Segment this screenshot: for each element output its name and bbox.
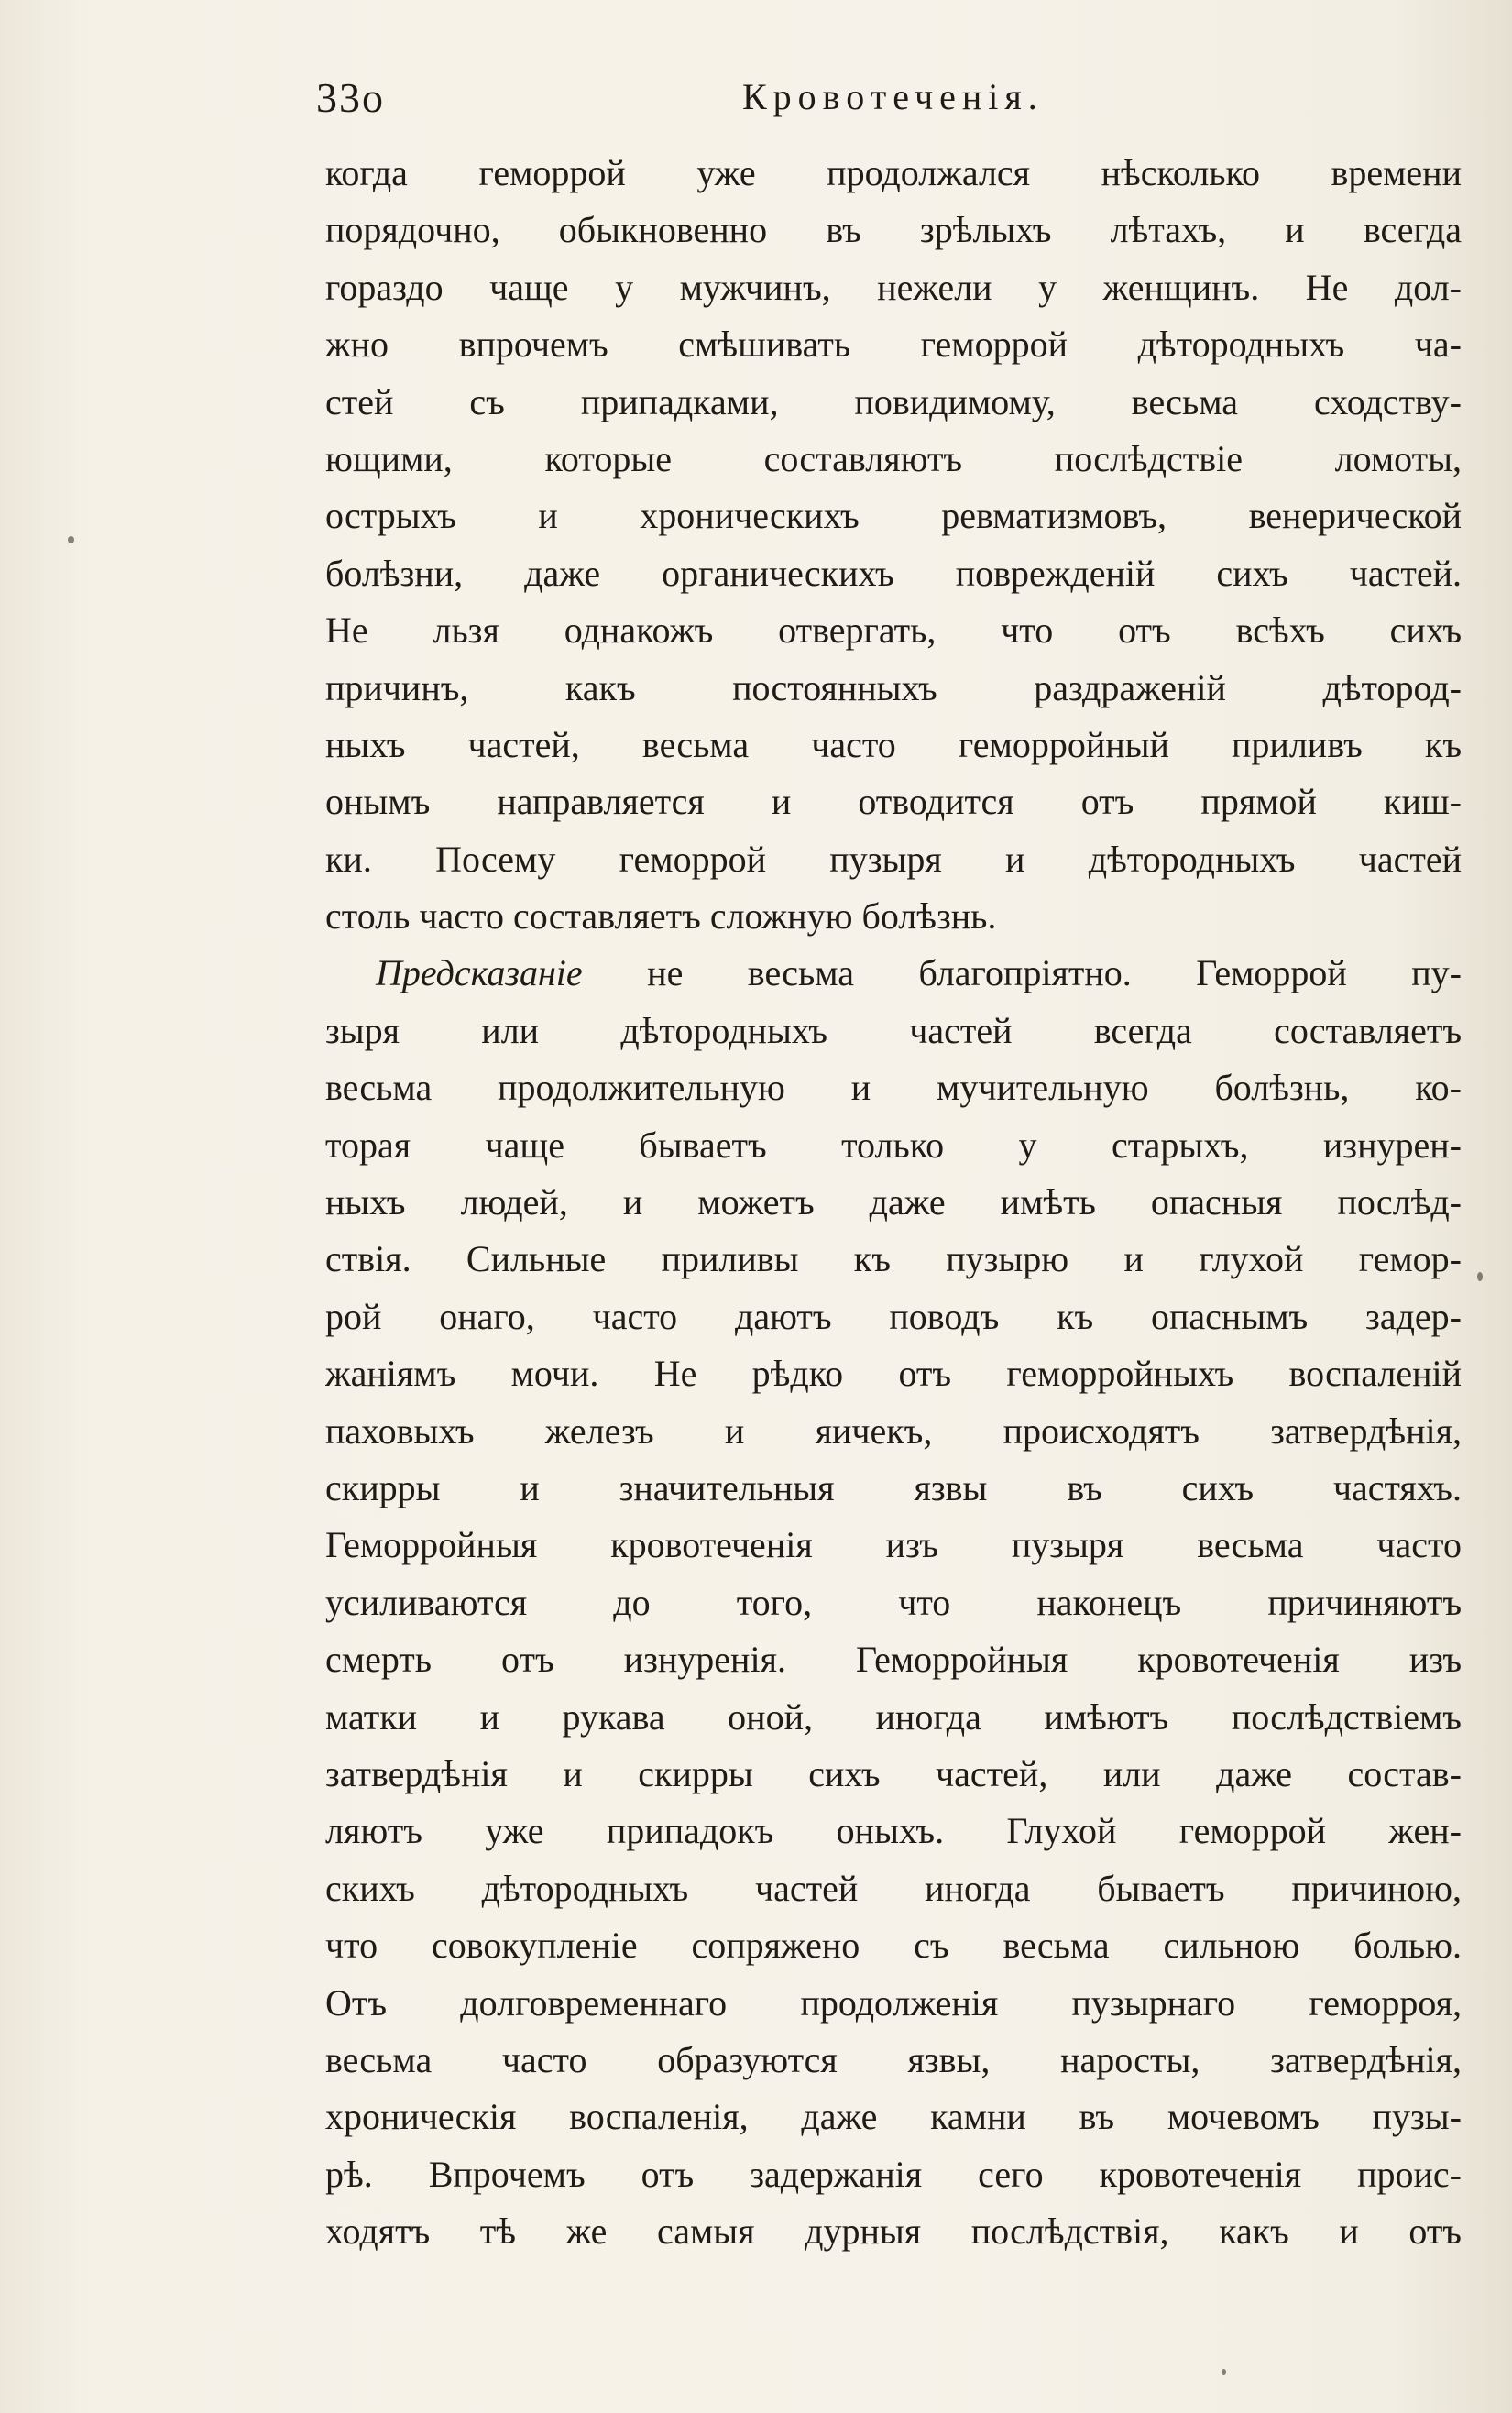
text-line: зыря или дѣтородныхъ частей всегда составляетъ	[325, 1009, 1462, 1051]
text-line: скихъ дѣтородныхъ частей иногда бываетъ причиною,	[325, 1867, 1462, 1909]
text-line: рѣ. Впрочемъ отъ задержанія сего кровотеченія проис-	[325, 2153, 1462, 2195]
paragraph-end-line: столь часто составляетъ сложную болѣзнь.	[325, 895, 997, 938]
text-line: смерть отъ изнуренія. Геморройныя кровотеченія изъ	[325, 1639, 1462, 1681]
text-line: ющими, которые составляютъ послѣдствіе ломоты,	[325, 437, 1462, 479]
text-line: ляютъ уже припадокъ оныхъ. Глухой геморрой жен-	[325, 1810, 1462, 1852]
text-line: скирры и значительныя язвы въ сихъ частяхъ.	[325, 1466, 1462, 1508]
text-line: Геморройныя кровотеченія изъ пузыря весьма часто	[325, 1524, 1462, 1566]
text-line: что совокупленіе сопряжено съ весьма сильною болью.	[325, 1925, 1462, 1967]
text-line: ки. Посему геморрой пузыря и дѣтородныхъ частей	[325, 838, 1462, 880]
prognosis-term: Предсказаніе	[376, 952, 583, 994]
text-line: Отъ долговременнаго продолженія пузырнаго геморроя,	[325, 1981, 1462, 2024]
text-line: паховыхъ железъ и яичекъ, происходятъ затвердѣнія,	[325, 1409, 1462, 1452]
text-line-rest: не весьма благопріятно. Геморрой пу-	[647, 952, 1462, 994]
text-line: весьма продолжительную и мучительную болѣзнь, ко-	[325, 1067, 1462, 1109]
text-line: стей съ припадками, повидимому, весьма сходству-	[325, 380, 1462, 422]
text-line: ствія. Сильные приливы къ пузырю и глухой гемор-	[325, 1238, 1462, 1280]
text-line: затвердѣнія и скирры сихъ частей, или даже состав-	[325, 1752, 1462, 1794]
ink-speck	[1477, 1272, 1483, 1281]
text-line: острыхъ и хроническихъ ревматизмовъ, венерической	[325, 495, 1462, 537]
body-text	[325, 145, 1462, 2260]
text-line: порядочно, обыкновенно въ зрѣлыхъ лѣтахъ, и всегда	[325, 209, 1462, 251]
ink-speck	[68, 536, 74, 543]
running-head: Кровотеченія.	[742, 76, 1044, 117]
text-line: хроническія воспаленія, даже камни въ мочевомъ пузы-	[325, 2096, 1462, 2138]
text-line: онымъ направляется и отводится отъ прямой киш-	[325, 781, 1462, 823]
text-line: торая чаще бываетъ только у старыхъ, изнурен-	[325, 1124, 1462, 1166]
text-line: усиливаются до того, что наконецъ причиняютъ	[325, 1581, 1462, 1623]
text-line: причинъ, какъ постоянныхъ раздраженій дѣтород-	[325, 666, 1462, 708]
text-line: рой онаго, часто даютъ поводъ къ опаснымъ задер-	[325, 1295, 1462, 1337]
text-line: ходятъ тѣ же самыя дурныя послѣдствія, какъ и отъ	[325, 2210, 1462, 2253]
text-line: жно впрочемъ смѣшивать геморрой дѣтородныхъ ча-	[325, 324, 1462, 366]
text-line: когда геморрой уже продолжался нѣсколько времени	[325, 152, 1462, 193]
text-line: матки и рукава оной, иногда имѣютъ послѣдствіемъ	[325, 1695, 1462, 1738]
text-line: гораздо чаще у мужчинъ, нежели у женщинъ. Не дол-	[325, 266, 1462, 308]
text-line: Не льзя однакожъ отвергать, что отъ всѣхъ сихъ	[325, 609, 1462, 652]
ink-speck	[1222, 2369, 1226, 2375]
text-line: болѣзни, даже органическихъ поврежденій сихъ частей.	[325, 552, 1462, 594]
page-header	[316, 73, 1462, 137]
page-number: 33о	[316, 74, 385, 121]
text-line: весьма часто образуются язвы, наросты, затвердѣнія,	[325, 2038, 1462, 2080]
text-line: ныхъ людей, и можетъ даже имѣть опасныя послѣд-	[325, 1181, 1462, 1223]
text-line: жаніямъ мочи. Не рѣдко отъ геморройныхъ воспаленій	[325, 1353, 1462, 1395]
prognosis-paragraph-start	[325, 945, 1462, 1002]
text-line: ныхъ частей, весьма часто геморройный приливъ къ	[325, 723, 1462, 765]
